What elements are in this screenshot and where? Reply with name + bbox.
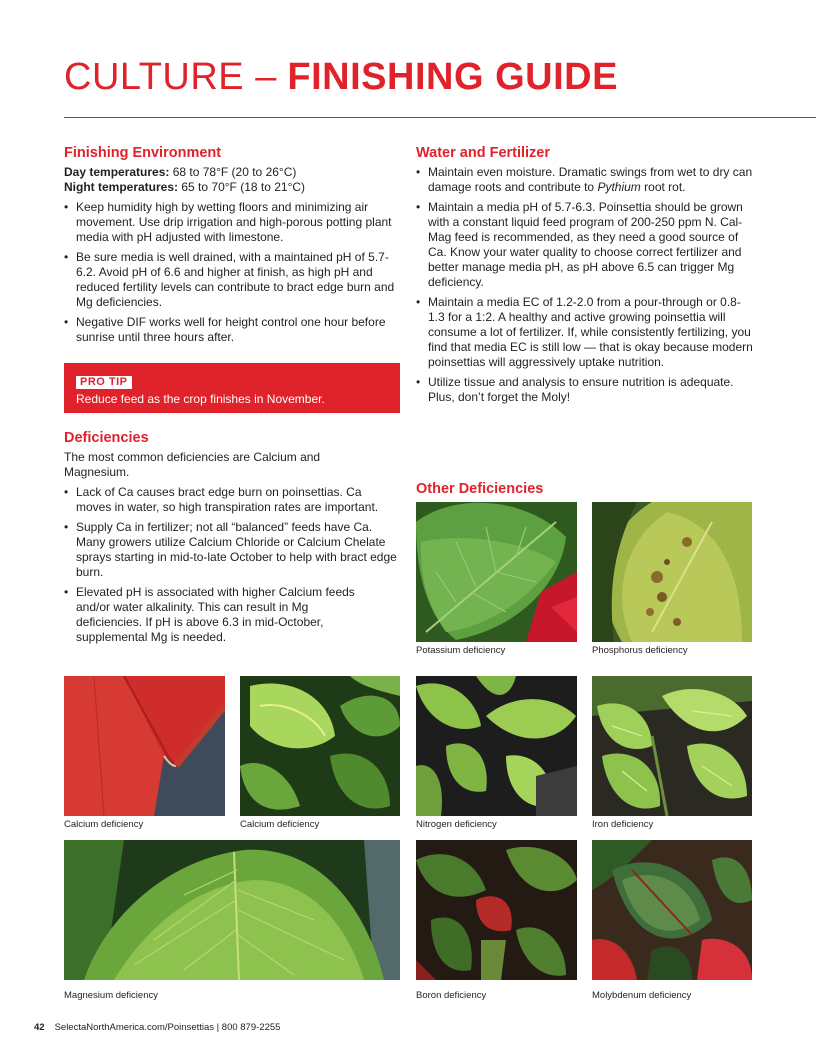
title-light: CULTURE – — [64, 56, 277, 98]
list-item — [416, 165, 756, 195]
iron-deficiency-photo — [592, 676, 752, 816]
day-value: 68 to 78°F (20 to 26°C) — [169, 165, 297, 179]
list-item: • Elevated pH is associated with higher Calcium feeds and/or water alkalinity. This can result in Mg deficiencies. If pH is above 6.3 in mid-October, supplemental Mg is needed. — [64, 585, 402, 645]
deficiencies-list — [64, 485, 402, 645]
caption-calcium-2: Calcium deficiency — [240, 819, 320, 830]
potassium-deficiency-photo — [416, 502, 577, 642]
list-item: • Maintain a media EC of 1.2-2.0 from a pour-through or 0.8-1.3 for a 1:2. A healthy and active growing poinsettia will consume a lot of fertilizer. If, while consistently fertilizing, you find that media EC is still low — that is okay because modern poinsettias will aggressively uptake nutrition. — [416, 295, 756, 370]
caption-iron: Iron deficiency — [592, 819, 654, 830]
deficiencies-heading: Deficiencies — [64, 430, 149, 446]
caption-nitrogen: Nitrogen deficiency — [416, 819, 497, 830]
caption-phosphorus: Phosphorus deficiency — [592, 645, 688, 656]
list-item: • Keep humidity high by wetting floors and minimizing air movement. Use drip irrigation and high-porous potting plant media with pH adjusted with limestone. — [64, 200, 402, 245]
page-footer — [34, 1022, 280, 1034]
list-item: • Be sure media is well drained, with a maintained pH of 5.7-6.2. Avoid pH of 6.6 and higher at finish, as high pH and reduced fertility levels can contribute to bract edge burn and Mg deficiencies. — [64, 250, 402, 310]
header-rule — [64, 117, 816, 118]
day-temperatures — [64, 165, 402, 180]
finishing-environment-list — [64, 200, 402, 345]
day-label: Day temperatures: — [64, 165, 170, 179]
pro-tip-text: Reduce feed as the crop finishes in November. — [76, 392, 325, 406]
list-item: • Utilize tissue and analysis to ensure nutrition is adequate. Plus, don’t forget the Moly! — [416, 375, 756, 405]
water-fertilizer-heading: Water and Fertilizer — [416, 145, 551, 161]
molybdenum-deficiency-photo — [592, 840, 752, 980]
pro-tip-box — [64, 363, 400, 413]
title-bold: FINISHING GUIDE — [287, 56, 618, 98]
list-item: • Supply Ca in fertilizer; not all “balanced” feeds have Ca. Many growers utilize Calcium Chloride or Calcium Chelate sprays starting in mid-to-late October to help with bract edge burn. — [64, 520, 402, 580]
phosphorus-deficiency-photo — [592, 502, 752, 642]
page-number: 42 — [34, 1022, 45, 1033]
calcium-deficiency-photo-2 — [240, 676, 400, 816]
caption-boron: Boron deficiency — [416, 990, 487, 1001]
footer-text: SelectaNorthAmerica.com/Poinsettias | 800 879-2255 — [54, 1022, 281, 1033]
caption-molybdenum: Molybdenum deficiency — [592, 990, 692, 1001]
boron-deficiency-photo — [416, 840, 577, 980]
nitrogen-deficiency-photo — [416, 676, 577, 816]
list-item: • Maintain a media pH of 5.7-6.3. Poinsettia should be grown with a constant liquid feed program of 200-250 ppm N. Cal-Mag feed is recommended, as they need a good source of Ca. Know your water quality to choose correct fertilizer and better manage media pH, as pH above 6.5 can trigger Mg deficiency. — [416, 200, 756, 290]
night-value: 65 to 70°F (18 to 21°C) — [178, 180, 306, 194]
night-temperatures — [64, 180, 402, 195]
deficiencies-intro: The most common deficiencies are Calcium and Magnesium. — [64, 450, 321, 479]
bullet1-end: root rot. — [640, 180, 686, 194]
calcium-deficiency-photo-1 — [64, 676, 225, 816]
caption-calcium-1: Calcium deficiency — [64, 819, 144, 830]
caption-magnesium: Magnesium deficiency — [64, 990, 158, 1001]
caption-potassium: Potassium deficiency — [416, 645, 506, 656]
water-fertilizer-section — [416, 144, 756, 410]
list-item: • Lack of Ca causes bract edge burn on poinsettias. Ca moves in water, so high transpiration rates are important. — [64, 485, 402, 515]
magnesium-deficiency-photo — [64, 840, 400, 980]
water-fertilizer-list — [416, 165, 756, 405]
night-label: Night temperatures: — [64, 180, 179, 194]
list-item: • Negative DIF works well for height control one hour before sunrise until three hours after. — [64, 315, 402, 345]
bullet1-italic: Pythium — [597, 180, 641, 194]
bullet1-text: Maintain even moisture. Dramatic swings from wet to dry can damage roots and contribute to — [428, 165, 753, 194]
other-deficiencies-heading: Other Deficiencies — [416, 481, 544, 497]
finishing-environment-heading: Finishing Environment — [64, 145, 222, 161]
deficiencies-section — [64, 429, 402, 650]
page-title — [64, 54, 618, 100]
pro-tip-badge: PRO TIP — [76, 376, 132, 389]
finishing-environment-section — [64, 144, 402, 350]
